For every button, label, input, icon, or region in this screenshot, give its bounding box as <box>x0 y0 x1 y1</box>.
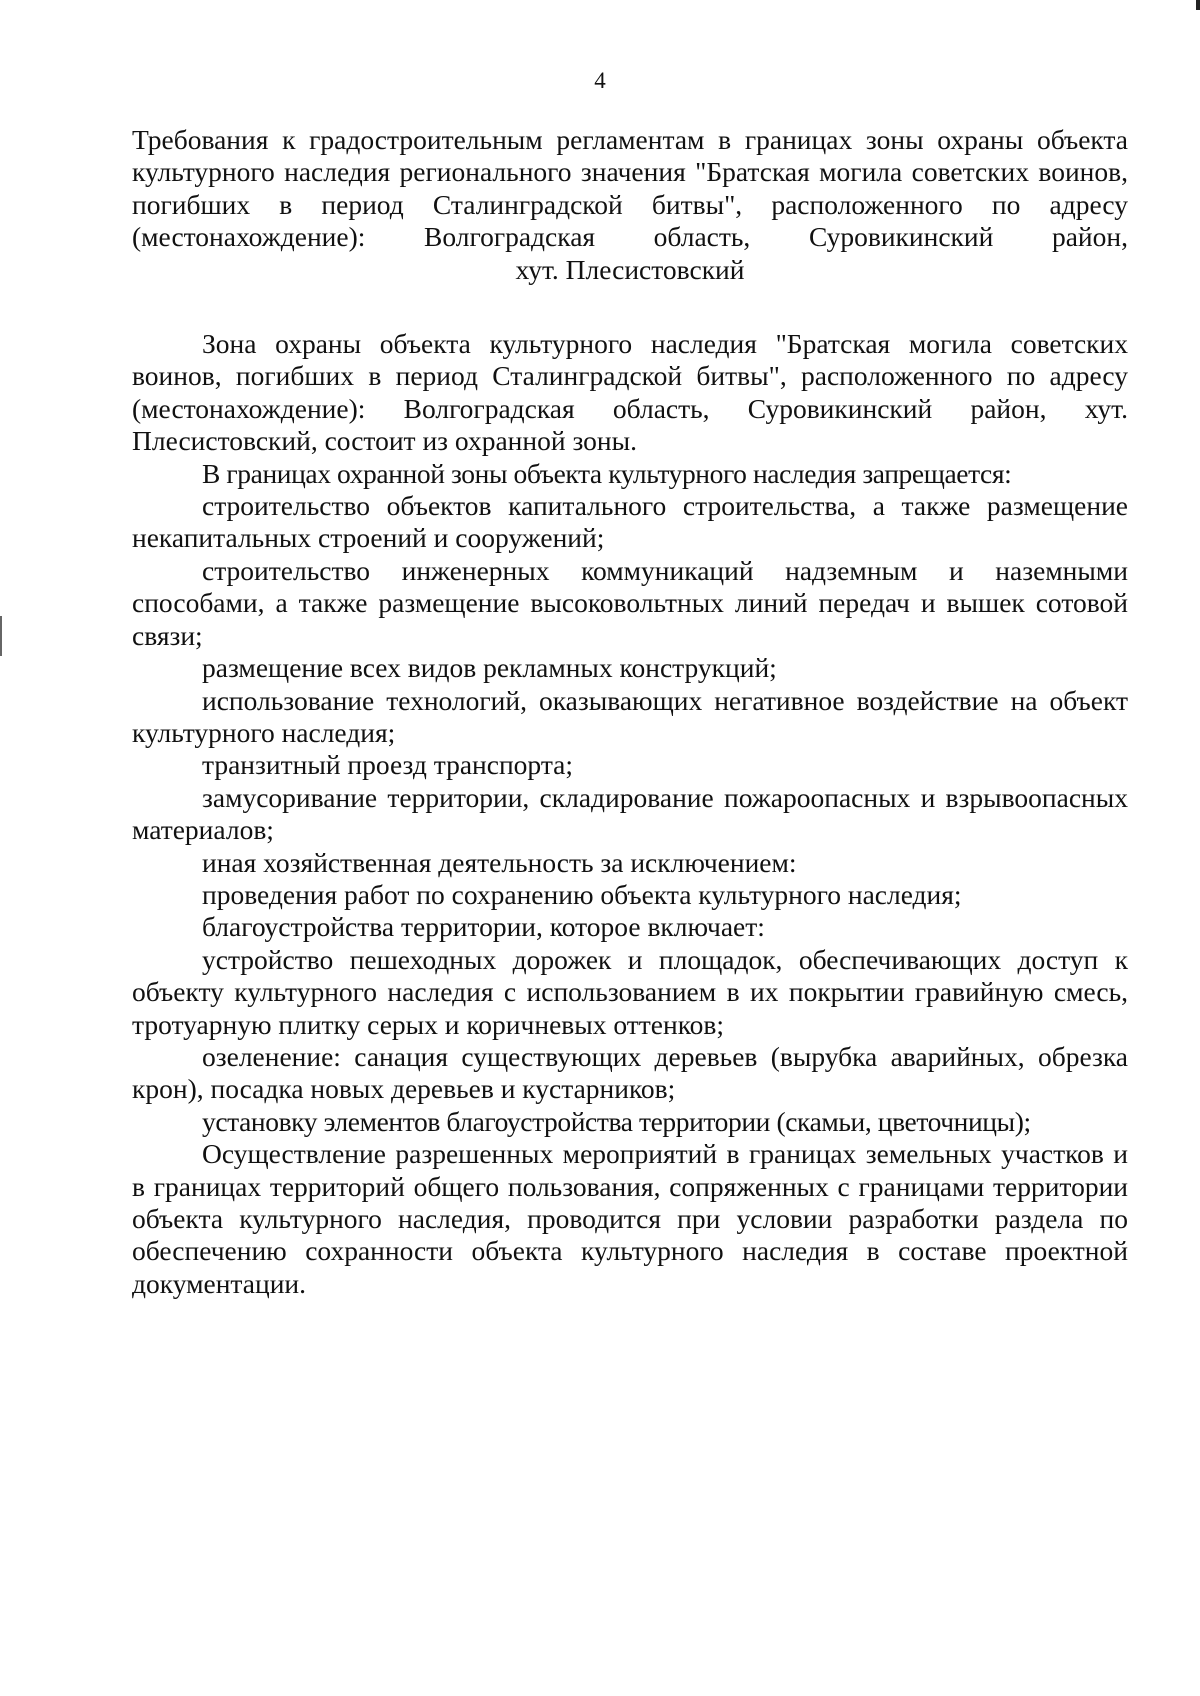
list-item: строительство инженерных коммуникаций надземным и наземными способами, а также размещение высоковольтных линий передач и вышек сотовой связи; <box>132 554 1128 651</box>
title-line: культурного наследия регионального значения "Братская могила советских воинов, <box>132 156 1128 188</box>
list-item: замусоривание территории, складирование пожароопасных и взрывоопасных материалов; <box>132 781 1128 846</box>
scan-artifact-mark <box>1196 0 1200 10</box>
list-item: благоустройства территории, которое включает: <box>202 911 765 943</box>
list-item: иная хозяйственная деятельность за исключением: <box>202 846 797 878</box>
list-item: размещение всех видов рекламных конструкций; <box>202 652 777 684</box>
title-line-last: хут. Плесистовский <box>515 253 745 285</box>
list-item: транзитный проезд транспорта; <box>202 749 574 781</box>
paragraph-prohibitions-intro: В границах охранной зоны объекта культурного наследия запрещается: <box>202 457 1012 489</box>
list-item: проведения работ по сохранению объекта культурного наследия; <box>202 878 962 910</box>
list-item: озеленение: санация существующих деревьев (вырубка аварийных, обрезка крон), посадка новых деревьев и кустарников; <box>132 1040 1128 1105</box>
list-item: установку элементов благоустройства территории (скамьи, цветочницы); <box>202 1105 1031 1137</box>
paragraph-conclusion: Осуществление разрешенных мероприятий в границах земельных участков и в границах территорий общего пользования, сопряженных с границами территории объекта культурного наследия, проводится при условии разработки раздела по обеспечению сохранности объекта культурного наследия в составе проектной документации. <box>132 1138 1128 1299</box>
document-content <box>132 124 1128 1300</box>
page-number: 4 <box>594 68 606 93</box>
scan-artifact-mark <box>0 616 2 656</box>
list-item: строительство объектов капитального строительства, а также размещение некапитальных строений и сооружений; <box>132 490 1128 554</box>
title-line: (местонахождение): Волгоградская область, Суровикинский район, <box>132 221 1128 253</box>
document-body <box>132 328 1128 1300</box>
title-line: Требования к градостроительным регламентам в границах зоны охраны объекта <box>132 124 1128 155</box>
list-item: использование технологий, оказывающих негативное воздействие на объект культурного наследия; <box>132 684 1128 748</box>
document-title <box>132 124 1128 286</box>
list-item: устройство пешеходных дорожек и площадок, обеспечивающих доступ к объекту культурного наследия с использованием в их покрытии гравийную смесь, тротуарную плитку серых и коричневых оттенков; <box>132 943 1128 1040</box>
paragraph-zone-description: Зона охраны объекта культурного наследия "Братская могила советских воинов, погибших в период Сталинградской битвы", расположенного по адресу (местонахождение): Волгоградская область, Суровикинский район, хут. Плесистовский, состоит из охранной зоны. <box>132 328 1128 457</box>
title-line: погибших в период Сталинградской битвы", расположенного по адресу <box>132 188 1128 220</box>
